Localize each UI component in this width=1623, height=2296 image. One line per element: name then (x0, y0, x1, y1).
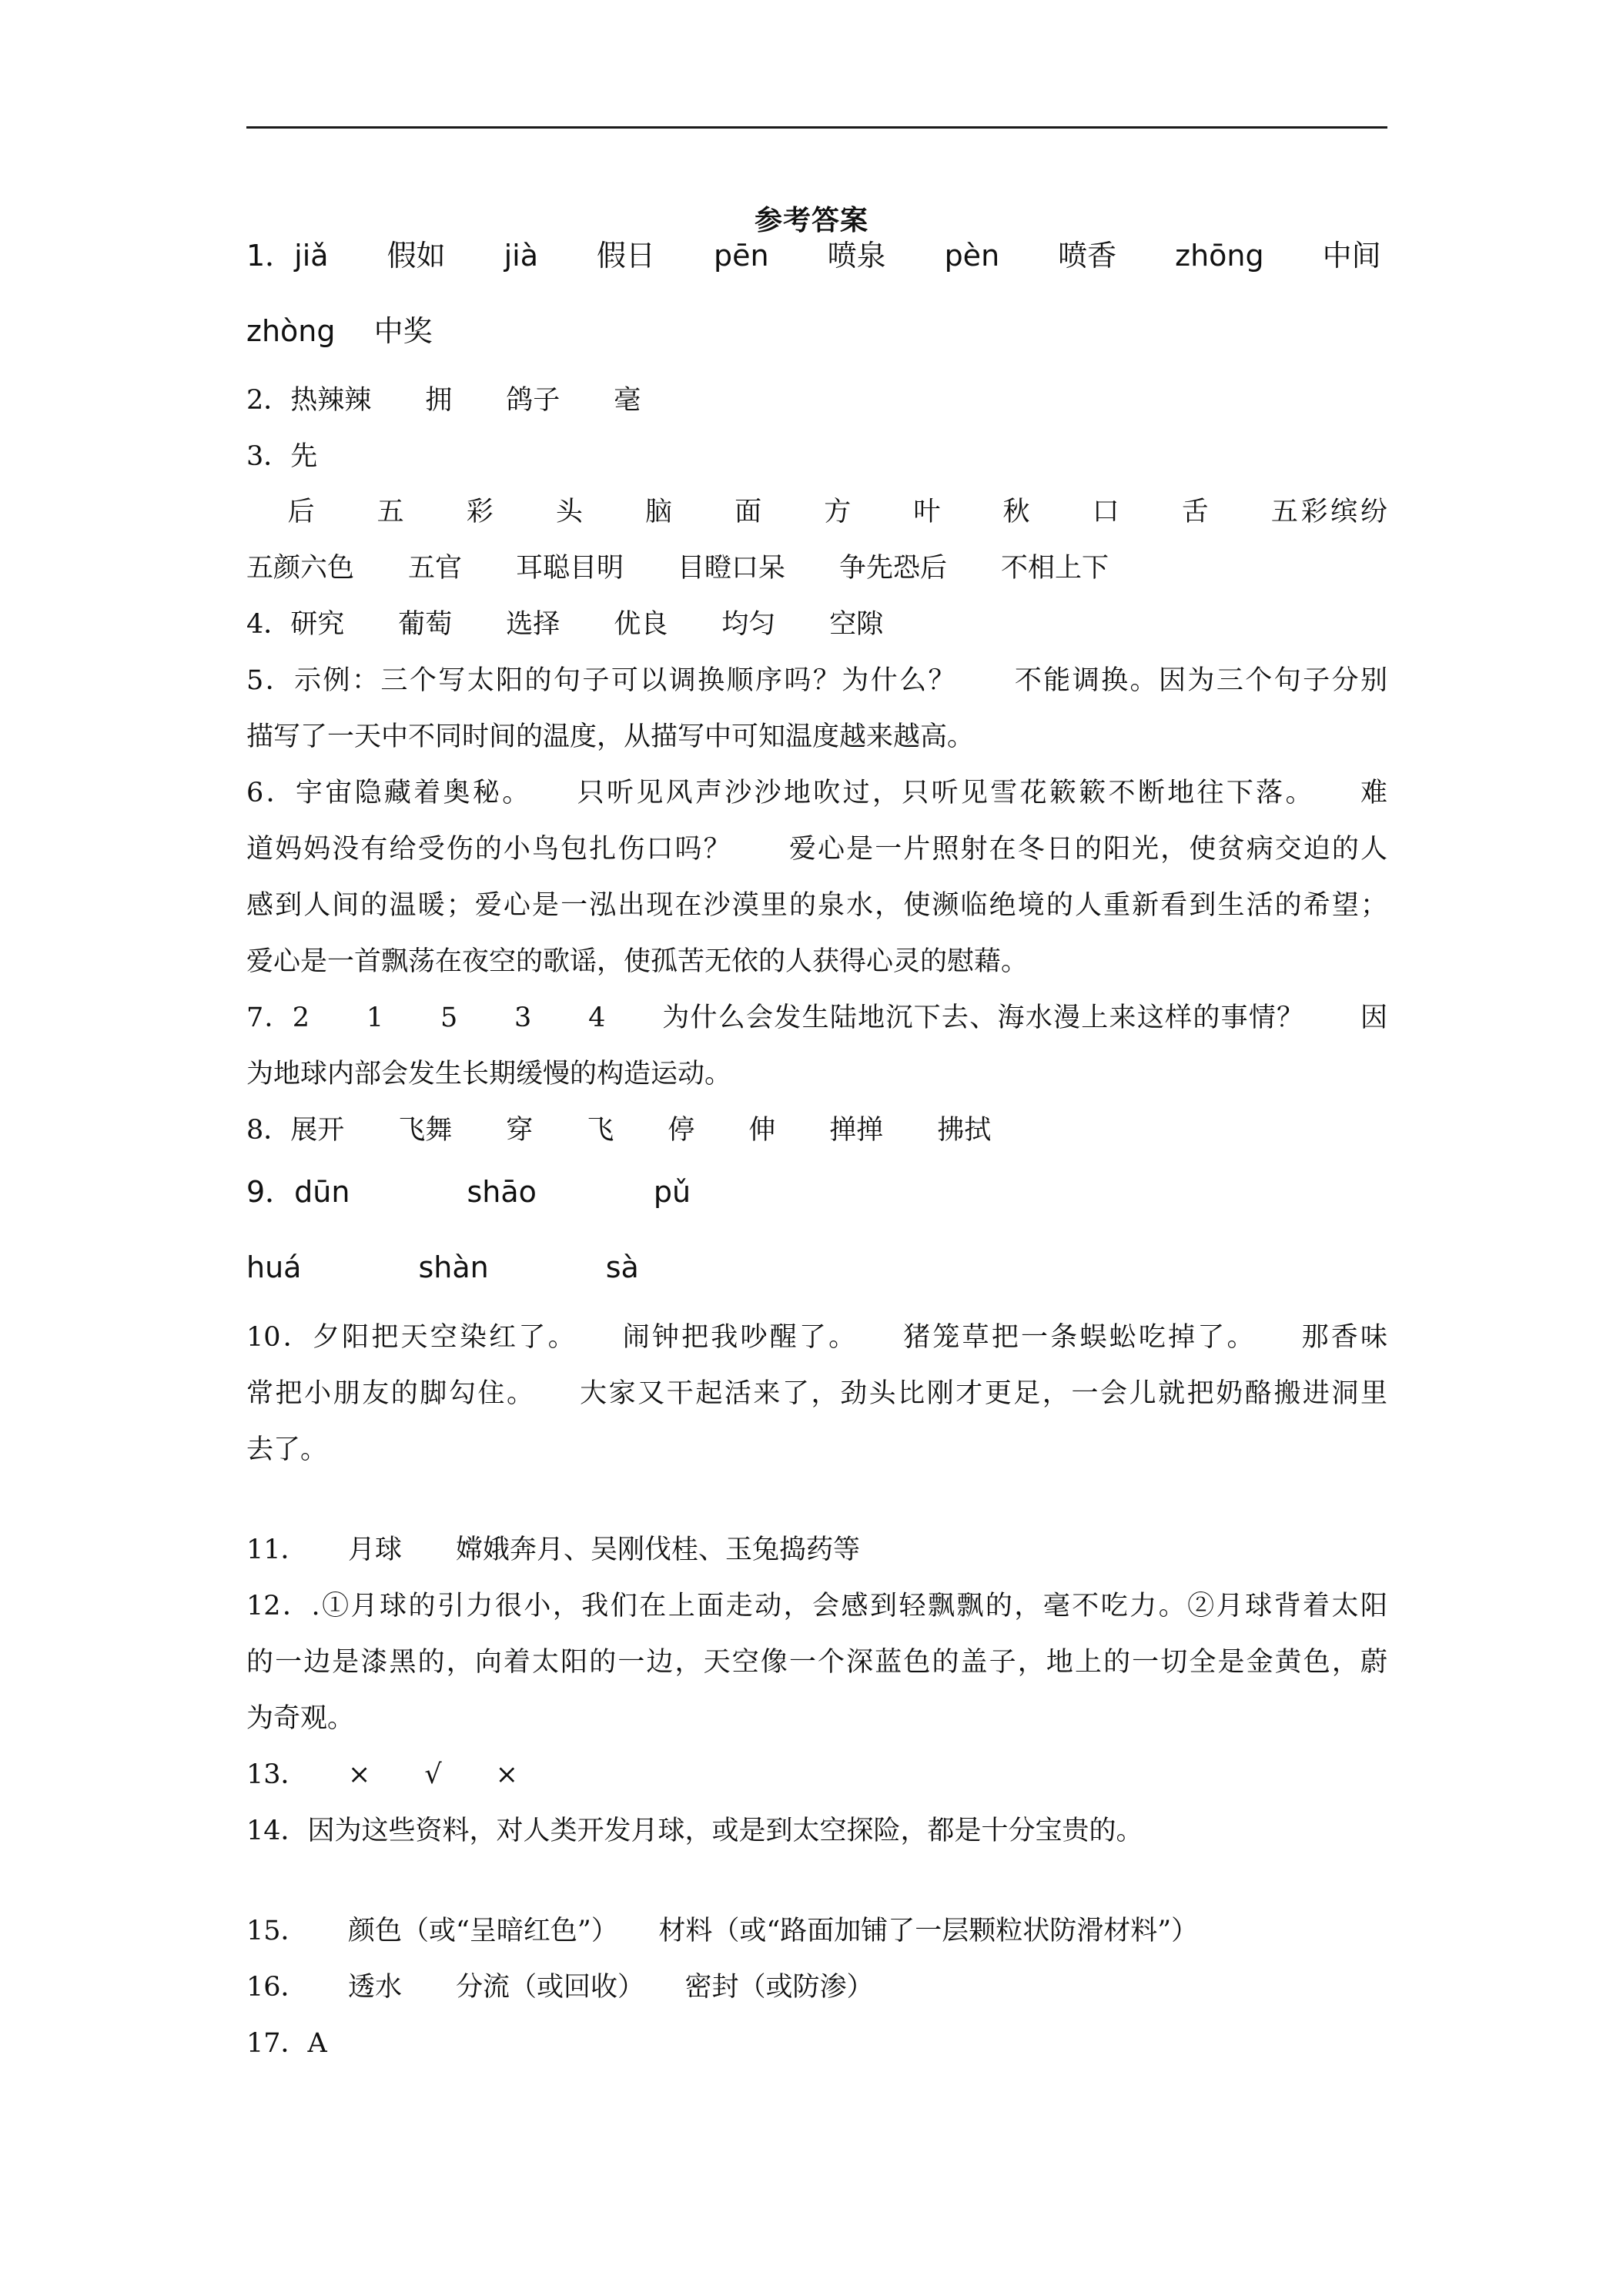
answer-1-line-1: 1．jiǎ 假如 jià 假日 pēn 喷泉 pèn 喷香 zhōng 中间 (246, 239, 1381, 273)
answer-5-line-2: 描写了一天中不同时间的温度，从描写中可知温度越来越高。 (246, 721, 975, 752)
answer-3-line-3: 五颜六色 五官 耳聪目明 目瞪口呆 争先恐后 不相上下 (246, 553, 1109, 584)
answer-16: 16． 透水 分流（或回收） 密封（或防渗） (246, 1972, 874, 2003)
answer-14: 14．因为这些资料，对人类开发月球，或是到太空探险，都是十分宝贵的。 (246, 1816, 1143, 1846)
answer-8: 8．展开 飞舞 穿 飞 停 伸 掸掸 拂拭 (246, 1115, 992, 1146)
answer-15: 15． 颜色（或“呈暗红色”） 材料（或“路面加铺了一层颗粒状防滑材料”） (246, 1916, 1199, 1946)
answer-6-line-3: 感到人间的温暖；爱心是一泓出现在沙漠里的泉水，使濒临绝境的人重新看到生活的希望； (246, 890, 1387, 921)
answer-9-line-1: 9．dūn shāo pǔ (246, 1175, 691, 1209)
answer-6-line-4: 爱心是一首飘荡在夜空的歌谣，使孤苦无依的人获得心灵的慰藉。 (246, 946, 1029, 977)
answer-12-line-2: 的一边是漆黑的，向着太阳的一边，天空像一个深蓝色的盖子，地上的一切全是金黄色，蔚 (246, 1647, 1387, 1678)
answer-11: 11． 月球 嫦娥奔月、吴刚伐桂、玉兔捣药等 (246, 1535, 861, 1565)
answer-10-line-1: 10．夕阳把天空染红了。 闹钟把我吵醒了。 猪笼草把一条蜈蚣吃掉了。 那香味 (246, 1322, 1387, 1353)
answer-10-line-2: 常把小朋友的脚勾住。 大家又干起活来了，劲头比刚才更足，一会儿就把奶酪搬进洞里 (246, 1378, 1387, 1409)
header-rule (246, 126, 1387, 129)
answer-17: 17．A (246, 2028, 327, 2059)
answer-13: 13． × √ × (246, 1759, 518, 1790)
answer-6-line-2: 道妈妈没有给受伤的小鸟包扎伤口吗？ 爱心是一片照射在冬日的阳光，使贫病交迫的人 (246, 834, 1387, 865)
answer-3-line-2: 后 五 彩 头 脑 面 方 叶 秋 口 舌 五彩缤纷 (246, 497, 1387, 527)
answer-12-line-3: 为奇观。 (246, 1703, 355, 1734)
page-title: 参考答案 (754, 204, 868, 236)
answer-2: 2．热辣辣 拥 鸽子 毫 (246, 385, 641, 416)
answer-7-line-1: 7．2 1 5 3 4 为什么会发生陆地沉下去、海水漫上来这样的事情？ 因 (246, 1002, 1387, 1033)
answer-1-line-2: zhòng 中奖 (246, 314, 433, 348)
answer-3-line-1: 3．先 (246, 441, 318, 472)
answer-5-line-1: 5．示例：三个写太阳的句子可以调换顺序吗？为什么？ 不能调换。因为三个句子分别 (246, 665, 1387, 696)
answer-4: 4．研究 葡萄 选择 优良 均匀 空隙 (246, 609, 884, 640)
answer-12-line-1: 12．.①月球的引力很小，我们在上面走动，会感到轻飘飘的，毫不吃力。②月球背着太阳 (246, 1591, 1387, 1622)
answer-7-line-2: 为地球内部会发生长期缓慢的构造运动。 (246, 1059, 732, 1089)
answer-6-line-1: 6．宇宙隐藏着奥秘。 只听见风声沙沙地吹过，只听见雪花簌簌不断地往下落。 难 (246, 778, 1387, 808)
answer-10-line-3: 去了。 (246, 1434, 328, 1465)
answer-9-line-2: huá shàn sà (246, 1250, 639, 1284)
